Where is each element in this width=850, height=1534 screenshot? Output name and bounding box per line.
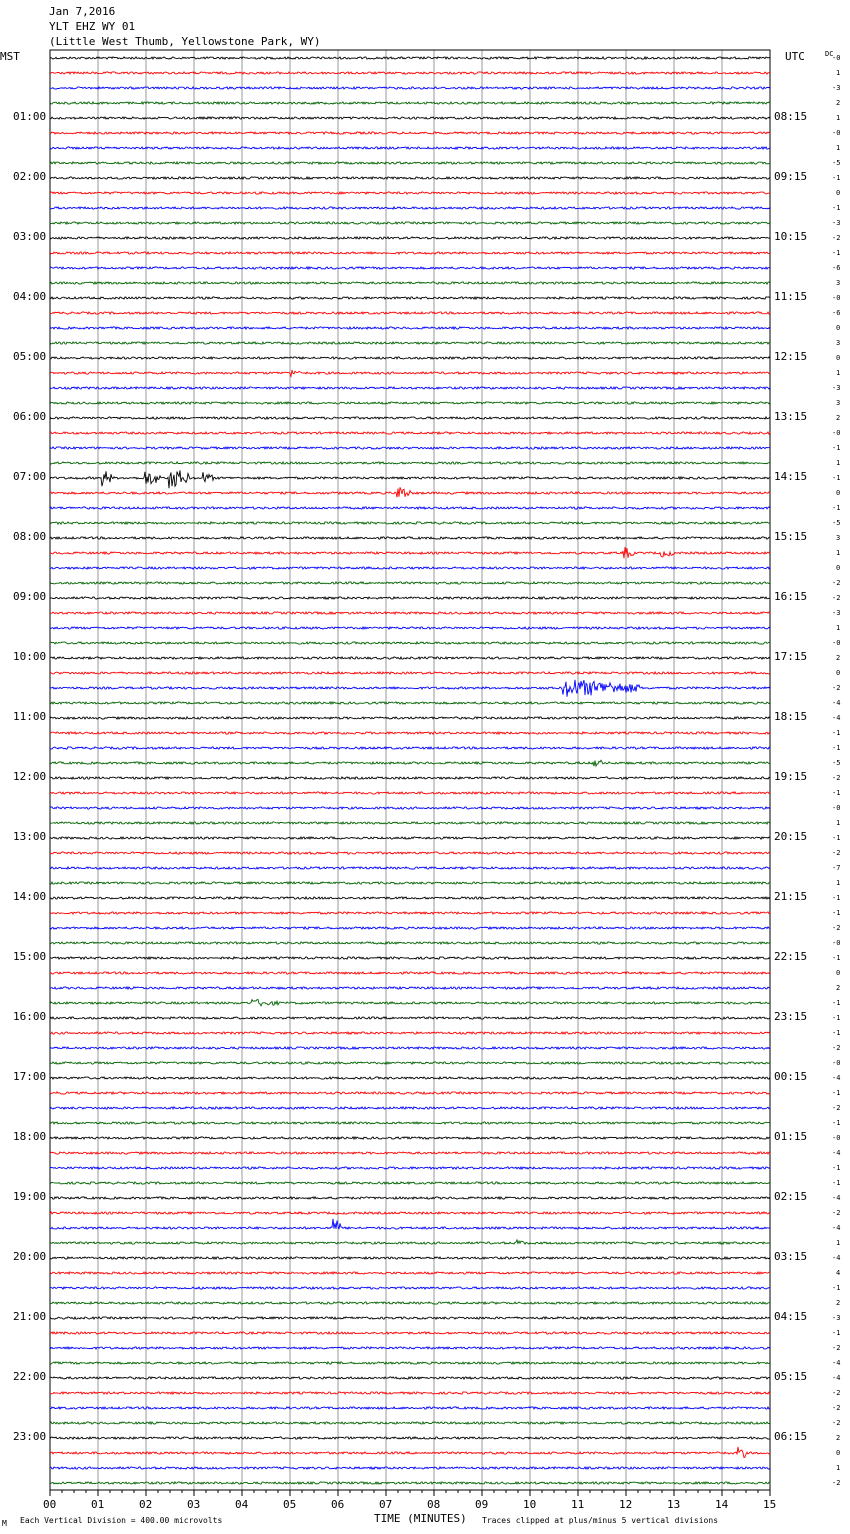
left-hour-label: 06:00 <box>13 410 47 423</box>
trace-row <box>50 942 770 944</box>
trace-row <box>50 470 770 488</box>
right-hour-label: 03:15 <box>774 1250 808 1263</box>
x-tick-label: 06 <box>331 1498 345 1511</box>
trace-row <box>50 1107 770 1109</box>
right-timezone-label: UTC <box>785 50 805 63</box>
trace-row <box>50 72 770 74</box>
dc-offset-label: -1 <box>832 894 841 902</box>
trace-row <box>50 1392 770 1394</box>
dc-offset-label: 0 <box>836 1449 841 1457</box>
trace-row <box>50 1000 770 1006</box>
dc-offset-label: 2 <box>836 99 841 107</box>
trace-row <box>50 1240 770 1244</box>
right-hour-label: 11:15 <box>774 290 808 303</box>
trace-row <box>50 597 770 599</box>
trace-row <box>50 417 770 419</box>
x-tick-label: 13 <box>667 1498 681 1511</box>
dc-offset-label: -1 <box>832 1329 841 1337</box>
trace-row <box>50 192 770 194</box>
trace-row <box>50 282 770 284</box>
trace-row <box>50 822 770 824</box>
trace-row <box>50 297 770 299</box>
trace-row <box>50 1137 770 1139</box>
trace-row <box>50 882 770 884</box>
left-hour-label: 16:00 <box>13 1010 47 1023</box>
dc-offset-label: -1 <box>832 789 841 797</box>
x-tick-label: 09 <box>475 1498 489 1511</box>
right-hour-label: 09:15 <box>774 170 808 183</box>
trace-row <box>50 957 770 959</box>
dc-offset-label: -2 <box>832 1389 841 1397</box>
left-hour-label: 02:00 <box>13 170 47 183</box>
trace-row <box>50 267 770 269</box>
trace-row <box>50 57 770 59</box>
dc-offset-label: 0 <box>836 489 841 497</box>
dc-label: DC <box>825 50 834 58</box>
x-tick-label: 12 <box>619 1498 633 1511</box>
dc-offset-label: -4 <box>832 1149 841 1157</box>
left-hour-label: 15:00 <box>13 950 47 963</box>
dc-offset-label: -1 <box>832 999 841 1007</box>
dc-offset-label: 0 <box>836 324 841 332</box>
trace-row <box>50 487 770 497</box>
dc-offset-label: -3 <box>832 219 841 227</box>
trace-row <box>50 1482 770 1484</box>
right-hour-label: 22:15 <box>774 950 808 963</box>
trace-row <box>50 357 770 359</box>
right-hour-label: 08:15 <box>774 110 808 123</box>
right-hour-label: 19:15 <box>774 770 808 783</box>
dc-offset-label: 0 <box>836 189 841 197</box>
dc-offset-label: -2 <box>832 234 841 242</box>
dc-offset-label: -1 <box>832 1164 841 1172</box>
trace-row <box>50 1272 770 1274</box>
trace-row <box>50 777 770 779</box>
dc-offset-label: -0 <box>832 129 841 137</box>
dc-offset-label: 1 <box>836 819 841 827</box>
dc-offset-label: 3 <box>836 534 841 542</box>
dc-offset-label: -4 <box>832 1074 841 1082</box>
trace-row <box>50 627 770 629</box>
trace-row <box>50 1092 770 1094</box>
trace-row <box>50 897 770 899</box>
left-hour-label: 10:00 <box>13 650 47 663</box>
right-hour-label: 10:15 <box>774 230 808 243</box>
dc-offset-label: -0 <box>832 1059 841 1067</box>
dc-offset-label: -1 <box>832 504 841 512</box>
dc-offset-label: -0 <box>832 294 841 302</box>
trace-row <box>50 1422 770 1424</box>
trace-row <box>50 252 770 254</box>
trace-row <box>50 1197 770 1199</box>
dc-offset-label: -1 <box>832 1179 841 1187</box>
dc-offset-label: -7 <box>832 864 841 872</box>
dc-offset-label: -2 <box>832 849 841 857</box>
right-hour-label: 05:15 <box>774 1370 808 1383</box>
dc-offset-label: -0 <box>832 804 841 812</box>
trace-row <box>50 1362 770 1364</box>
dc-offset-label: -3 <box>832 84 841 92</box>
trace-row <box>50 237 770 239</box>
right-hour-label: 12:15 <box>774 350 808 363</box>
dc-offset-label: 2 <box>836 654 841 662</box>
right-hour-label: 02:15 <box>774 1190 808 1203</box>
x-tick-label: 05 <box>283 1498 297 1511</box>
trace-row <box>50 1317 770 1319</box>
dc-offset-label: 1 <box>836 114 841 122</box>
left-hour-label: 22:00 <box>13 1370 47 1383</box>
dc-offset-label: -1 <box>832 474 841 482</box>
dc-offset-label: 4 <box>836 1269 841 1277</box>
dc-offset-label: -2 <box>832 1479 841 1487</box>
x-tick-label: 04 <box>235 1498 249 1511</box>
right-hour-label: 20:15 <box>774 830 808 843</box>
trace-row <box>50 222 770 224</box>
dc-offset-label: -3 <box>832 1314 841 1322</box>
left-hour-label: 03:00 <box>13 230 47 243</box>
trace-row <box>50 1287 770 1289</box>
dc-offset-label: -1 <box>832 1119 841 1127</box>
dc-offset-label: 3 <box>836 279 841 287</box>
dc-offset-label: 2 <box>836 1434 841 1442</box>
trace-row <box>50 1017 770 1019</box>
trace-row <box>50 1032 770 1034</box>
trace-row <box>50 760 770 766</box>
left-hour-label: 19:00 <box>13 1190 47 1203</box>
trace-row <box>50 387 770 389</box>
trace-row <box>50 1347 770 1349</box>
dc-offset-label: -5 <box>832 519 841 527</box>
left-hour-label: 07:00 <box>13 470 47 483</box>
trace-row <box>50 102 770 104</box>
trace-row <box>50 132 770 134</box>
trace-row <box>50 672 770 674</box>
dc-offset-label: -2 <box>832 1404 841 1412</box>
x-tick-label: 00 <box>43 1498 57 1511</box>
dc-offset-label: -1 <box>832 174 841 182</box>
trace-row <box>50 1122 770 1124</box>
corner-mark: M <box>2 1519 7 1528</box>
dc-offset-label: -0 <box>832 429 841 437</box>
trace-row <box>50 462 770 464</box>
dc-offset-label: -2 <box>832 579 841 587</box>
dc-offset-label: -0 <box>832 1134 841 1142</box>
location-label: (Little West Thumb, Yellowstone Park, WY) <box>49 35 321 48</box>
dc-offset-label: -1 <box>832 1089 841 1097</box>
dc-offset-label: -5 <box>832 159 841 167</box>
dc-offset-label: -2 <box>832 1419 841 1427</box>
trace-row <box>50 432 770 434</box>
right-hour-label: 15:15 <box>774 530 808 543</box>
trace-row <box>50 1377 770 1379</box>
dc-offset-label: 1 <box>836 69 841 77</box>
x-axis-title: TIME (MINUTES) <box>374 1512 467 1525</box>
trace-row <box>50 852 770 854</box>
trace-row <box>50 447 770 449</box>
dc-offset-label: 1 <box>836 1239 841 1247</box>
trace-row <box>50 177 770 179</box>
trace-row <box>50 1407 770 1409</box>
x-tick-label: 08 <box>427 1498 441 1511</box>
dc-offset-label: 1 <box>836 144 841 152</box>
trace-row <box>50 1332 770 1334</box>
left-hour-label: 05:00 <box>13 350 47 363</box>
trace-row <box>50 547 770 558</box>
dc-offset-label: -4 <box>832 1194 841 1202</box>
dc-offset-label: -1 <box>832 204 841 212</box>
trace-row <box>50 987 770 989</box>
date-label: Jan 7,2016 <box>49 5 116 18</box>
dc-offset-label: -1 <box>832 954 841 962</box>
x-tick-label: 03 <box>187 1498 201 1511</box>
trace-row <box>50 87 770 89</box>
trace-row <box>50 642 770 644</box>
trace-row <box>50 1212 770 1214</box>
trace-row <box>50 927 770 929</box>
trace-row <box>50 747 770 749</box>
dc-offset-label: -1 <box>832 834 841 842</box>
dc-offset-label: -4 <box>832 1254 841 1262</box>
trace-row <box>50 507 770 509</box>
trace-row <box>50 537 770 539</box>
dc-offset-label: 1 <box>836 624 841 632</box>
dc-offset-label: -3 <box>832 384 841 392</box>
x-tick-label: 01 <box>91 1498 105 1511</box>
left-hour-label: 21:00 <box>13 1310 47 1323</box>
dc-offset-label: 3 <box>836 339 841 347</box>
trace-row <box>50 837 770 839</box>
trace-row <box>50 867 770 869</box>
dc-offset-label: -4 <box>832 699 841 707</box>
trace-row <box>50 702 770 704</box>
left-hour-label: 11:00 <box>13 710 47 723</box>
dc-offset-label: -6 <box>832 264 841 272</box>
station-label: YLT EHZ WY 01 <box>49 20 136 33</box>
right-hour-label: 01:15 <box>774 1130 808 1143</box>
dc-offset-label: -1 <box>832 1014 841 1022</box>
dc-offset-label: -4 <box>832 714 841 722</box>
dc-offset-label: -1 <box>832 729 841 737</box>
right-hour-label: 18:15 <box>774 710 808 723</box>
dc-offset-label: 1 <box>836 1464 841 1472</box>
trace-row <box>50 567 770 569</box>
dc-offset-label: -2 <box>832 774 841 782</box>
dc-offset-label: -2 <box>832 594 841 602</box>
dc-offset-label: 0 <box>836 669 841 677</box>
dc-offset-label: -2 <box>832 1344 841 1352</box>
dc-offset-label: 2 <box>836 984 841 992</box>
dc-offset-label: 1 <box>836 459 841 467</box>
x-tick-label: 15 <box>763 1498 777 1511</box>
dc-offset-label: -0 <box>832 939 841 947</box>
trace-row <box>50 117 770 119</box>
x-tick-label: 07 <box>379 1498 393 1511</box>
dc-offset-label: 2 <box>836 1299 841 1307</box>
trace-row <box>50 342 770 344</box>
dc-offset-label: -5 <box>832 759 841 767</box>
dc-offset-label: -2 <box>832 924 841 932</box>
trace-row <box>50 522 770 524</box>
dc-offset-label: -2 <box>832 684 841 692</box>
trace-row <box>50 657 770 659</box>
dc-offset-label: 0 <box>836 354 841 362</box>
left-hour-label: 13:00 <box>13 830 47 843</box>
right-hour-label: 23:15 <box>774 1010 808 1023</box>
left-hour-label: 20:00 <box>13 1250 47 1263</box>
right-hour-label: 16:15 <box>774 590 808 603</box>
dc-offset-label: -2 <box>832 1209 841 1217</box>
x-tick-label: 14 <box>715 1498 729 1511</box>
trace-row <box>50 1447 770 1458</box>
left-hour-label: 23:00 <box>13 1430 47 1443</box>
right-hour-label: 14:15 <box>774 470 808 483</box>
x-tick-label: 10 <box>523 1498 537 1511</box>
dc-offset-label: 1 <box>836 879 841 887</box>
trace-row <box>50 807 770 809</box>
dc-offset-label: 0 <box>836 564 841 572</box>
dc-offset-label: -0 <box>832 54 841 62</box>
trace-row <box>50 327 770 329</box>
scale-note: Each Vertical Division = 400.00 microvolts <box>20 1516 223 1525</box>
dc-offset-label: -1 <box>832 444 841 452</box>
trace-row <box>50 1047 770 1049</box>
left-timezone-label: MST <box>0 50 20 63</box>
dc-offset-label: -1 <box>832 744 841 752</box>
trace-row <box>50 732 770 734</box>
left-hour-label: 18:00 <box>13 1130 47 1143</box>
dc-offset-label: -0 <box>832 639 841 647</box>
trace-row <box>50 1437 770 1439</box>
trace-row <box>50 792 770 794</box>
trace-row <box>50 162 770 164</box>
x-tick-label: 11 <box>571 1498 585 1511</box>
clip-note: Traces clipped at plus/minus 5 vertical divisions <box>482 1516 719 1525</box>
trace-row <box>50 717 770 719</box>
trace-row <box>50 1152 770 1154</box>
dc-offset-label: 1 <box>836 549 841 557</box>
dc-offset-label: 2 <box>836 414 841 422</box>
dc-offset-label: -1 <box>832 909 841 917</box>
right-hour-label: 21:15 <box>774 890 808 903</box>
trace-row <box>50 1302 770 1304</box>
dc-offset-label: -4 <box>832 1359 841 1367</box>
trace-row <box>50 912 770 914</box>
dc-offset-label: 3 <box>836 399 841 407</box>
dc-offset-label: -2 <box>832 1104 841 1112</box>
right-hour-label: 13:15 <box>774 410 808 423</box>
left-hour-label: 12:00 <box>13 770 47 783</box>
trace-row <box>50 612 770 614</box>
trace-row <box>50 972 770 974</box>
trace-row <box>50 1167 770 1169</box>
dc-offset-label: -1 <box>832 1284 841 1292</box>
dc-offset-label: -4 <box>832 1374 841 1382</box>
right-hour-label: 04:15 <box>774 1310 808 1323</box>
left-hour-label: 01:00 <box>13 110 47 123</box>
x-tick-label: 02 <box>139 1498 153 1511</box>
left-hour-label: 17:00 <box>13 1070 47 1083</box>
trace-row <box>50 207 770 209</box>
right-hour-label: 06:15 <box>774 1430 808 1443</box>
dc-offset-label: -6 <box>832 309 841 317</box>
right-hour-label: 17:15 <box>774 650 808 663</box>
trace-row <box>50 1219 770 1229</box>
dc-offset-label: -4 <box>832 1224 841 1232</box>
trace-row <box>50 582 770 584</box>
trace-row <box>50 1257 770 1259</box>
trace-row <box>50 680 770 697</box>
trace-row <box>50 1062 770 1064</box>
left-hour-label: 04:00 <box>13 290 47 303</box>
left-hour-label: 14:00 <box>13 890 47 903</box>
trace-row <box>50 1077 770 1079</box>
dc-offset-label: -3 <box>832 609 841 617</box>
trace-row <box>50 1182 770 1184</box>
dc-offset-label: 0 <box>836 969 841 977</box>
dc-offset-label: 1 <box>836 369 841 377</box>
trace-row <box>50 370 770 376</box>
trace-row <box>50 1467 770 1469</box>
trace-row <box>50 312 770 314</box>
dc-offset-label: -1 <box>832 1029 841 1037</box>
dc-offset-label: -2 <box>832 1044 841 1052</box>
left-hour-label: 09:00 <box>13 590 47 603</box>
dc-offset-label: -1 <box>832 249 841 257</box>
left-hour-label: 08:00 <box>13 530 47 543</box>
trace-row <box>50 147 770 149</box>
right-hour-label: 00:15 <box>774 1070 808 1083</box>
trace-row <box>50 402 770 404</box>
